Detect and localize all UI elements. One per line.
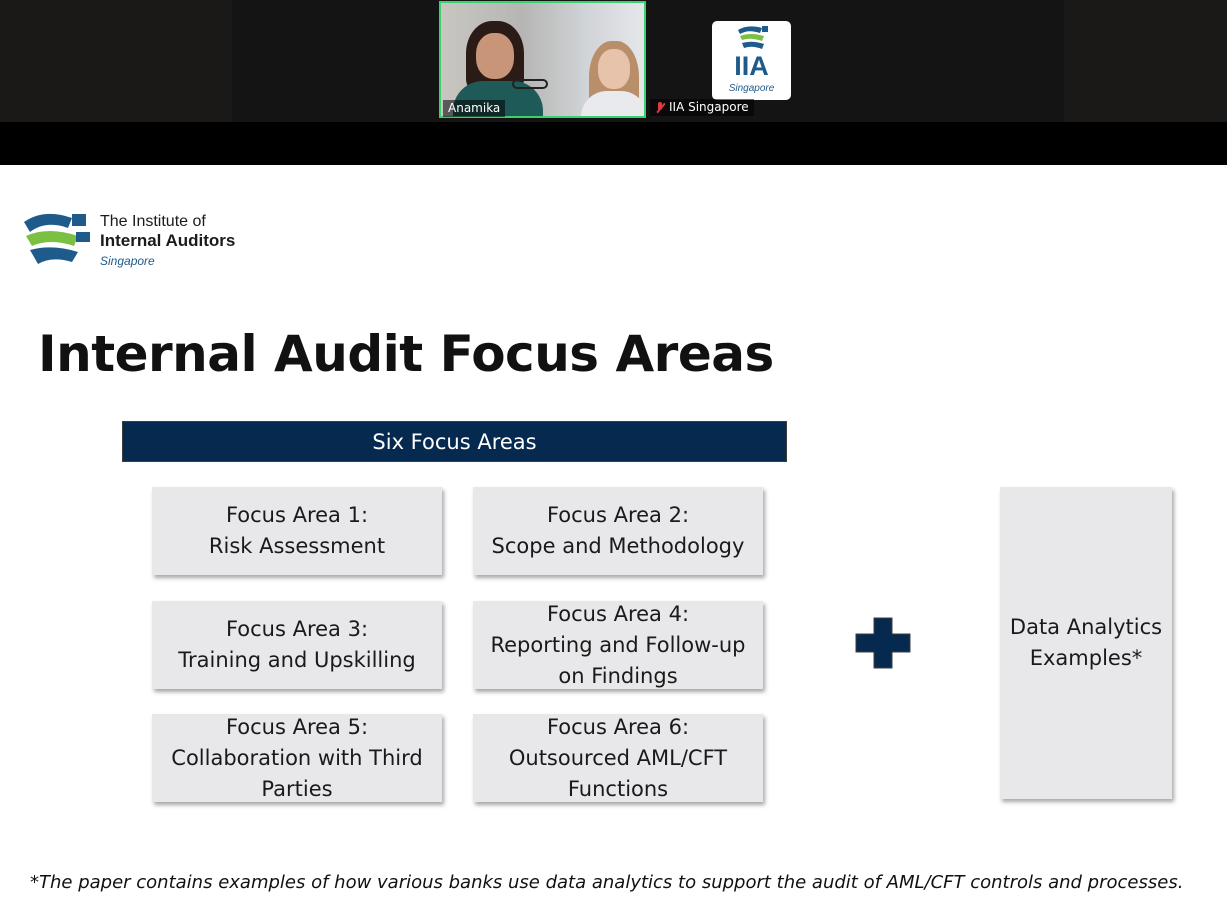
focus-area-text: Outsourced AML/CFT Functions: [508, 745, 728, 801]
data-analytics-text: Data Analytics Examples*: [1009, 615, 1163, 670]
video-area-left: [0, 0, 232, 122]
plus-icon: [855, 617, 911, 669]
logo-text-line3: Singapore: [100, 254, 155, 268]
focus-area-text: Reporting and Follow-up on Findings: [490, 632, 746, 688]
participant-name-label: IIA Singapore: [669, 100, 749, 114]
focus-area-box-3: [152, 601, 442, 689]
iia-logo-letters: IIA: [734, 51, 769, 81]
iia-logo-icon: [734, 24, 770, 54]
focus-area-label: Focus Area 2:: [546, 503, 690, 527]
focus-area-box-4: [473, 601, 763, 689]
six-focus-areas-header: Six Focus Areas: [122, 421, 787, 462]
iia-logo-subtitle: Singapore: [728, 83, 775, 94]
iia-logo-icon: [22, 210, 92, 270]
focus-area-box-5: [152, 714, 442, 802]
participant-tile-iia-singapore[interactable]: [712, 21, 791, 100]
focus-area-text: Training and Upskilling: [178, 648, 416, 672]
focus-area-box-6: [473, 714, 763, 802]
participant-name-iia-singapore: [650, 99, 754, 116]
logo-text-line2: Internal Auditors: [100, 231, 236, 250]
focus-area-text: Collaboration with Third Parties: [171, 745, 423, 801]
mic-muted-icon: [655, 102, 665, 114]
separator-band: [0, 122, 1227, 165]
focus-area-label: Focus Area 6:: [546, 714, 690, 739]
shared-slide: [0, 165, 1227, 902]
focus-area-text: Scope and Methodology: [491, 534, 745, 558]
data-analytics-box: [1000, 487, 1172, 799]
logo-text-line1: The Institute of: [100, 213, 206, 230]
focus-area-text: Risk Assessment: [208, 534, 386, 558]
slide-title: Internal Audit Focus Areas: [38, 325, 774, 383]
focus-area-label: Focus Area 3:: [225, 617, 369, 641]
focus-area-label: Focus Area 4:: [546, 601, 690, 626]
focus-area-label: Focus Area 5:: [225, 714, 369, 739]
participant-name-anamika: Anamika: [443, 100, 505, 117]
focus-area-box-2: [473, 487, 763, 575]
video-area-center: [232, 0, 1064, 122]
video-area-right: [1064, 0, 1227, 122]
slide-footnote: *The paper contains examples of how various banks use data analytics to support the audit of AML/CFT controls and processes.: [30, 872, 1184, 893]
focus-area-label: Focus Area 1:: [225, 503, 369, 527]
focus-area-box-1: [152, 487, 442, 575]
